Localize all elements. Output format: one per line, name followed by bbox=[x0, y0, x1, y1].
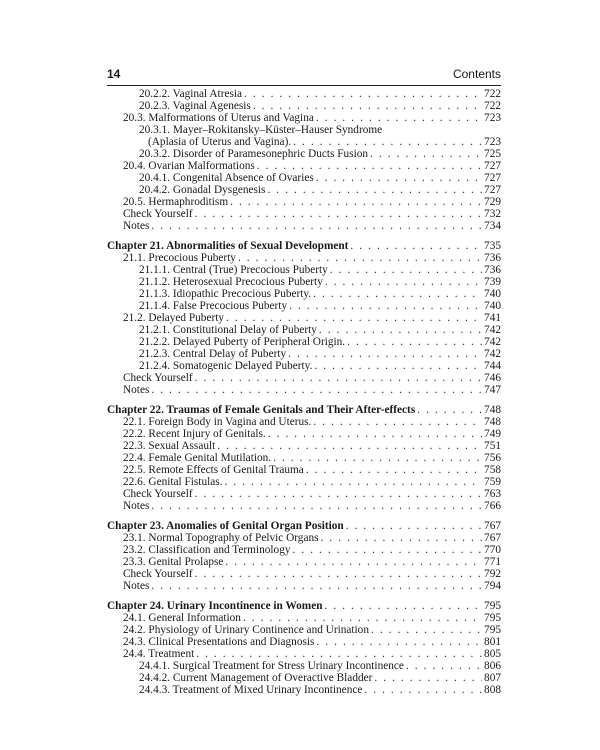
toc-entry[interactable] bbox=[139, 172, 501, 184]
entry-page-number: 771 bbox=[484, 556, 501, 568]
toc-entry[interactable] bbox=[139, 684, 501, 696]
entry-title: Check Yourself bbox=[123, 488, 193, 500]
dot-leader bbox=[224, 476, 482, 488]
toc-entry[interactable] bbox=[139, 360, 501, 372]
dot-leader bbox=[244, 88, 482, 100]
entry-page-number: 767 bbox=[484, 532, 501, 544]
dot-leader bbox=[196, 648, 482, 660]
entry-title: Notes bbox=[123, 220, 150, 232]
toc-entry[interactable] bbox=[123, 648, 501, 660]
entry-title: 24.1. General Information bbox=[123, 612, 241, 624]
entry-page-number: 792 bbox=[484, 568, 501, 580]
entry-title: 20.4.1. Congenital Absence of Ovaries bbox=[139, 172, 314, 184]
dot-leader bbox=[217, 440, 482, 452]
toc-entry[interactable] bbox=[139, 100, 501, 112]
dot-leader bbox=[225, 556, 482, 568]
entry-page-number: 729 bbox=[484, 196, 501, 208]
dot-leader bbox=[313, 288, 482, 300]
entry-title: 24.3. Clinical Presentations and Diagnosis bbox=[123, 636, 315, 648]
dot-leader bbox=[293, 136, 482, 148]
dot-leader bbox=[151, 580, 482, 592]
dot-leader bbox=[230, 196, 482, 208]
entry-title: Notes bbox=[123, 500, 150, 512]
entry-title: 23.3. Genital Prolapse bbox=[123, 556, 224, 568]
toc-entry[interactable] bbox=[123, 636, 501, 648]
entry-title: 22.2. Recent Injury of Genitals. bbox=[123, 428, 266, 440]
entry-page-number: 748 bbox=[484, 416, 501, 428]
entry-title: Check Yourself bbox=[123, 208, 193, 220]
entry-page-number: 751 bbox=[484, 440, 501, 452]
toc-entry[interactable] bbox=[123, 208, 501, 220]
dot-leader bbox=[316, 112, 482, 124]
entry-title: Chapter 23. Anomalies of Genital Organ Position bbox=[107, 520, 344, 532]
entry-title: 22.5. Remote Effects of Genital Trauma bbox=[123, 464, 304, 476]
entry-page-number: 736 bbox=[484, 252, 501, 264]
entry-title: 22.6. Genital Fistulas. bbox=[123, 476, 223, 488]
toc-entry[interactable] bbox=[123, 556, 501, 568]
toc-chapter-21 bbox=[0, 240, 600, 396]
toc-entry[interactable] bbox=[123, 112, 501, 124]
entry-page-number: 722 bbox=[484, 88, 501, 100]
toc-entry[interactable] bbox=[139, 336, 501, 348]
dot-leader bbox=[374, 672, 482, 684]
entry-title: 24.2. Physiology of Urinary Continence and Urination bbox=[123, 624, 369, 636]
running-head: Contents bbox=[452, 67, 501, 81]
toc-entry[interactable] bbox=[123, 580, 501, 592]
dot-leader bbox=[306, 464, 482, 476]
entry-page-number: 748 bbox=[484, 404, 501, 416]
entry-title: 22.3. Sexual Assault bbox=[123, 440, 216, 452]
dot-leader bbox=[288, 348, 482, 360]
entry-title: Chapter 22. Traumas of Female Genitals and Their After-effects bbox=[107, 404, 416, 416]
entry-page-number: 727 bbox=[484, 160, 501, 172]
dot-leader bbox=[325, 600, 483, 612]
toc-entry[interactable] bbox=[139, 324, 501, 336]
entry-title: 24.4.2. Current Management of Overactive Bladder bbox=[139, 672, 373, 684]
entry-title: 23.1. Normal Topography of Pelvic Organs bbox=[123, 532, 319, 544]
toc-entry[interactable] bbox=[123, 568, 501, 580]
entry-page-number: 805 bbox=[484, 648, 501, 660]
dot-leader bbox=[238, 252, 482, 264]
toc-entry[interactable] bbox=[123, 428, 501, 440]
toc-entry[interactable] bbox=[139, 660, 501, 672]
entry-page-number: 795 bbox=[484, 624, 501, 636]
toc-entry[interactable] bbox=[148, 136, 501, 148]
toc-entry[interactable] bbox=[123, 440, 501, 452]
entry-title: 21.2.3. Central Delay of Puberty bbox=[139, 348, 287, 360]
dot-leader bbox=[325, 276, 482, 288]
toc-entry[interactable] bbox=[123, 196, 501, 208]
toc-entry[interactable] bbox=[123, 312, 501, 324]
entry-page-number: 747 bbox=[484, 384, 501, 396]
table-of-contents bbox=[0, 88, 600, 696]
entry-page-number: 742 bbox=[484, 324, 501, 336]
entry-page-number: 742 bbox=[484, 336, 501, 348]
entry-title: 24.4.3. Treatment of Mixed Urinary Incontinence bbox=[139, 684, 363, 696]
toc-entry[interactable] bbox=[123, 372, 501, 384]
entry-page-number: 746 bbox=[484, 372, 501, 384]
entry-title: 20.5. Hermaphroditism bbox=[123, 196, 229, 208]
entry-title: Check Yourself bbox=[123, 568, 193, 580]
toc-chapter-24 bbox=[0, 600, 600, 696]
entry-page-number: 734 bbox=[484, 220, 501, 232]
entry-title: 21.2.4. Somatogenic Delayed Puberty. bbox=[139, 360, 313, 372]
toc-entry[interactable] bbox=[123, 488, 501, 500]
entry-page-number: 740 bbox=[484, 300, 501, 312]
dot-leader bbox=[293, 544, 483, 556]
entry-page-number: 727 bbox=[484, 184, 501, 196]
entry-page-number: 735 bbox=[484, 240, 501, 252]
entry-page-number: 806 bbox=[484, 660, 501, 672]
dot-leader bbox=[364, 684, 482, 696]
dot-leader bbox=[371, 624, 482, 636]
entry-title: 22.1. Foreign Body in Vagina and Uterus. bbox=[123, 416, 312, 428]
toc-entry[interactable] bbox=[139, 184, 501, 196]
dot-leader bbox=[243, 612, 482, 624]
dot-leader bbox=[313, 416, 482, 428]
dot-leader bbox=[151, 500, 482, 512]
entry-title: 23.2. Classification and Terminology bbox=[123, 544, 291, 556]
dot-leader bbox=[321, 532, 483, 544]
entry-page-number: 801 bbox=[484, 636, 501, 648]
toc-entry[interactable] bbox=[139, 276, 501, 288]
entry-page-number: 722 bbox=[484, 100, 501, 112]
toc-chapter-entry[interactable] bbox=[107, 600, 501, 612]
toc-entry[interactable] bbox=[123, 220, 501, 232]
entry-title: 20.4. Ovarian Malformations bbox=[123, 160, 255, 172]
dot-leader bbox=[151, 220, 482, 232]
toc-entry[interactable] bbox=[123, 476, 501, 488]
page-header bbox=[107, 67, 501, 83]
toc-entry[interactable] bbox=[139, 348, 501, 360]
entry-title: 20.4.2. Gonadal Dysgenesis bbox=[139, 184, 266, 196]
entry-page-number: 770 bbox=[484, 544, 501, 556]
entry-page-number: 807 bbox=[484, 672, 501, 684]
entry-title: 20.3.2. Disorder of Paramesonephric Ducts Fusion bbox=[139, 148, 369, 160]
toc-entry[interactable] bbox=[139, 264, 501, 276]
entry-page-number: 725 bbox=[484, 148, 501, 160]
dot-leader bbox=[319, 324, 482, 336]
entry-title: 21.1.2. Heterosexual Precocious Puberty bbox=[139, 276, 323, 288]
dot-leader bbox=[195, 208, 482, 220]
entry-page-number: 808 bbox=[484, 684, 501, 696]
toc-chapter-entry[interactable] bbox=[107, 240, 501, 252]
dot-leader bbox=[195, 372, 482, 384]
dot-leader bbox=[370, 148, 482, 160]
entry-page-number: 732 bbox=[484, 208, 501, 220]
dot-leader bbox=[151, 384, 482, 396]
toc-entry[interactable] bbox=[139, 148, 501, 160]
entry-title: 22.4. Female Genital Mutilation. bbox=[123, 452, 272, 464]
entry-title: 21.1.3. Idiopathic Precocious Puberty. bbox=[139, 288, 312, 300]
dot-leader bbox=[350, 240, 482, 252]
dot-leader bbox=[195, 488, 482, 500]
toc-entry[interactable] bbox=[123, 452, 501, 464]
dot-leader bbox=[195, 568, 482, 580]
entry-page-number: 744 bbox=[484, 360, 501, 372]
dot-leader bbox=[257, 160, 482, 172]
dot-leader bbox=[346, 520, 482, 532]
toc-entry[interactable] bbox=[123, 252, 501, 264]
entry-title: Check Yourself bbox=[123, 372, 193, 384]
entry-title: Notes bbox=[123, 580, 150, 592]
dot-leader bbox=[406, 660, 482, 672]
entry-title: Chapter 24. Urinary Incontinence in Women bbox=[107, 600, 323, 612]
entry-title: 20.2.2. Vaginal Atresia bbox=[139, 88, 243, 100]
entry-page-number: 736 bbox=[484, 264, 501, 276]
entry-page-number: 741 bbox=[484, 312, 501, 324]
toc-entry[interactable] bbox=[123, 532, 501, 544]
toc-entry[interactable] bbox=[123, 544, 501, 556]
entry-page-number: 763 bbox=[484, 488, 501, 500]
entry-page-number: 794 bbox=[484, 580, 501, 592]
entry-page-number: 759 bbox=[484, 476, 501, 488]
entry-page-number: 756 bbox=[484, 452, 501, 464]
entry-page-number: 727 bbox=[484, 172, 501, 184]
entry-page-number: 723 bbox=[484, 112, 501, 124]
dot-leader bbox=[289, 300, 482, 312]
dot-leader bbox=[226, 312, 482, 324]
toc-entry[interactable] bbox=[123, 612, 501, 624]
dot-leader bbox=[253, 100, 482, 112]
dot-leader bbox=[267, 184, 482, 196]
toc-chapter-23 bbox=[0, 520, 600, 592]
toc-entry[interactable] bbox=[123, 500, 501, 512]
dot-leader bbox=[314, 360, 482, 372]
entry-page-number: 766 bbox=[484, 500, 501, 512]
entry-title: 21.1.1. Central (True) Precocious Puberty bbox=[139, 264, 328, 276]
header-rule bbox=[107, 85, 501, 86]
entry-title: 21.1. Precocious Puberty bbox=[123, 252, 236, 264]
entry-page-number: 742 bbox=[484, 348, 501, 360]
dot-leader bbox=[316, 172, 482, 184]
entry-title: 20.2.3. Vaginal Agenesis bbox=[139, 100, 251, 112]
toc-entry[interactable] bbox=[139, 672, 501, 684]
toc-entry[interactable] bbox=[139, 288, 501, 300]
toc-entry[interactable] bbox=[123, 384, 501, 396]
entry-page-number: 723 bbox=[484, 136, 501, 148]
dot-leader bbox=[268, 428, 482, 440]
toc-chapter-20-continued bbox=[0, 88, 600, 232]
entry-title: 21.2.2. Delayed Puberty of Peripheral Origin. bbox=[139, 336, 346, 348]
entry-page-number: 758 bbox=[484, 464, 501, 476]
entry-title: 20.3.1. Mayer–Rokitansky–Küster–Hauser Syndrome bbox=[139, 124, 383, 136]
entry-title: Chapter 21. Abnormalities of Sexual Development bbox=[107, 240, 349, 252]
toc-entry[interactable] bbox=[139, 124, 501, 136]
dot-leader bbox=[417, 404, 482, 416]
toc-chapter-entry[interactable] bbox=[107, 520, 501, 532]
entry-title: (Aplasia of Uterus and Vagina). bbox=[148, 136, 292, 148]
entry-page-number: 767 bbox=[484, 520, 501, 532]
page-number: 14 bbox=[107, 67, 121, 81]
entry-title: 21.2. Delayed Puberty bbox=[123, 312, 225, 324]
toc-entry[interactable] bbox=[123, 624, 501, 636]
toc-entry[interactable] bbox=[139, 300, 501, 312]
entry-page-number: 739 bbox=[484, 276, 501, 288]
entry-page-number: 749 bbox=[484, 428, 501, 440]
entry-page-number: 795 bbox=[484, 612, 501, 624]
toc-chapter-entry[interactable] bbox=[107, 404, 501, 416]
toc-entry[interactable] bbox=[123, 160, 501, 172]
dot-leader bbox=[273, 452, 482, 464]
dot-leader bbox=[330, 264, 482, 276]
entry-title: Notes bbox=[123, 384, 150, 396]
dot-leader bbox=[347, 336, 482, 348]
entry-page-number: 740 bbox=[484, 288, 501, 300]
entry-title: 21.2.1. Constitutional Delay of Puberty bbox=[139, 324, 317, 336]
dot-leader bbox=[316, 636, 482, 648]
toc-entry[interactable] bbox=[123, 464, 501, 476]
toc-entry[interactable] bbox=[139, 88, 501, 100]
entry-title: 24.4. Treatment bbox=[123, 648, 195, 660]
entry-title: 21.1.4. False Precocious Puberty bbox=[139, 300, 288, 312]
toc-entry[interactable] bbox=[123, 416, 501, 428]
entry-title: 24.4.1. Surgical Treatment for Stress Urinary Incontinence bbox=[139, 660, 404, 672]
entry-title: 20.3. Malformations of Uterus and Vagina bbox=[123, 112, 314, 124]
entry-page-number: 795 bbox=[484, 600, 501, 612]
toc-chapter-22 bbox=[0, 404, 600, 512]
